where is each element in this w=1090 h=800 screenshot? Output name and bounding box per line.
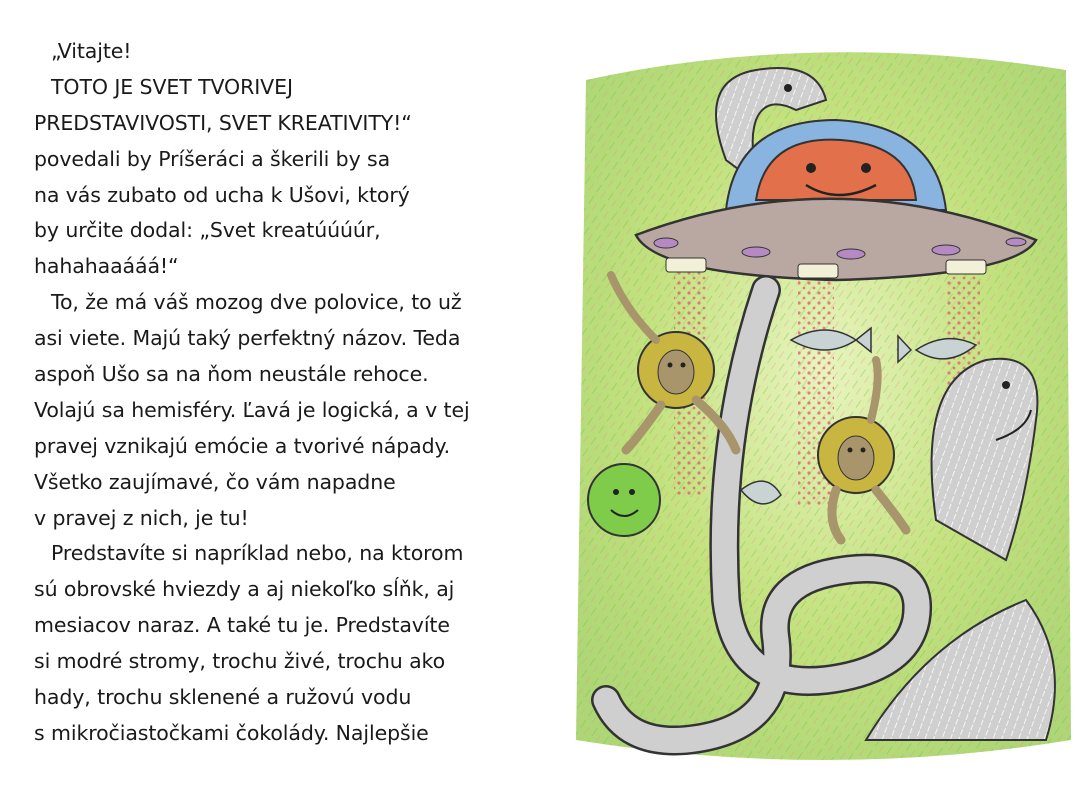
text-line: by určite dodal: „Svet kreatúúúúr, <box>34 218 381 243</box>
text-line: s mikročiastočkami čokolády. Najlepšie <box>34 720 429 745</box>
text-line: Predstavíte si napríklad nebo, na ktorom <box>51 541 464 566</box>
text-line: asi viete. Majú taký perfektný názov. Teda <box>34 326 461 351</box>
ufo-creatures-illustration-icon <box>566 40 1078 770</box>
text-line: na vás zubato od ucha k Ušovi, ktorý <box>34 182 410 207</box>
text-line: Volajú sa hemisféry. Ľavá je logická, a v tej <box>34 397 470 422</box>
text-line: aspoň Ušo sa na ňom neustále rehoce. <box>34 362 429 387</box>
text-line: povedali by Príšeráci a škerili by sa <box>34 146 391 171</box>
text-line: hady, trochu sklenené a ružovú vodu <box>34 685 412 710</box>
text-line: PREDSTAVIVOSTI, SVET KREATIVITY!“ <box>34 110 412 135</box>
text-line: To, že má váš mozog dve polovice, to už <box>51 290 462 315</box>
text-line: si modré stromy, trochu živé, trochu ako <box>34 649 446 674</box>
text-line: sú obrovské hviezdy a aj niekoľko sĺňk, aj <box>34 577 455 602</box>
page-text <box>34 34 574 752</box>
text-line: „Vitajte! <box>51 39 132 63</box>
text-line: mesiacov naraz. A také tu je. Predstavíte <box>34 613 450 638</box>
text-line: pravej vznikajú emócie a tvorivé nápady. <box>34 433 451 458</box>
text-line: v pravej z nich, je tu! <box>34 505 249 530</box>
illustration-svg <box>566 40 1078 770</box>
text-line: hahahaaááá!“ <box>34 254 179 279</box>
text-line: Všetko zaujímavé, čo vám napadne <box>34 469 396 494</box>
text-line: TOTO JE SVET TVORIVEJ <box>51 74 293 99</box>
smiling-bush <box>588 464 660 536</box>
